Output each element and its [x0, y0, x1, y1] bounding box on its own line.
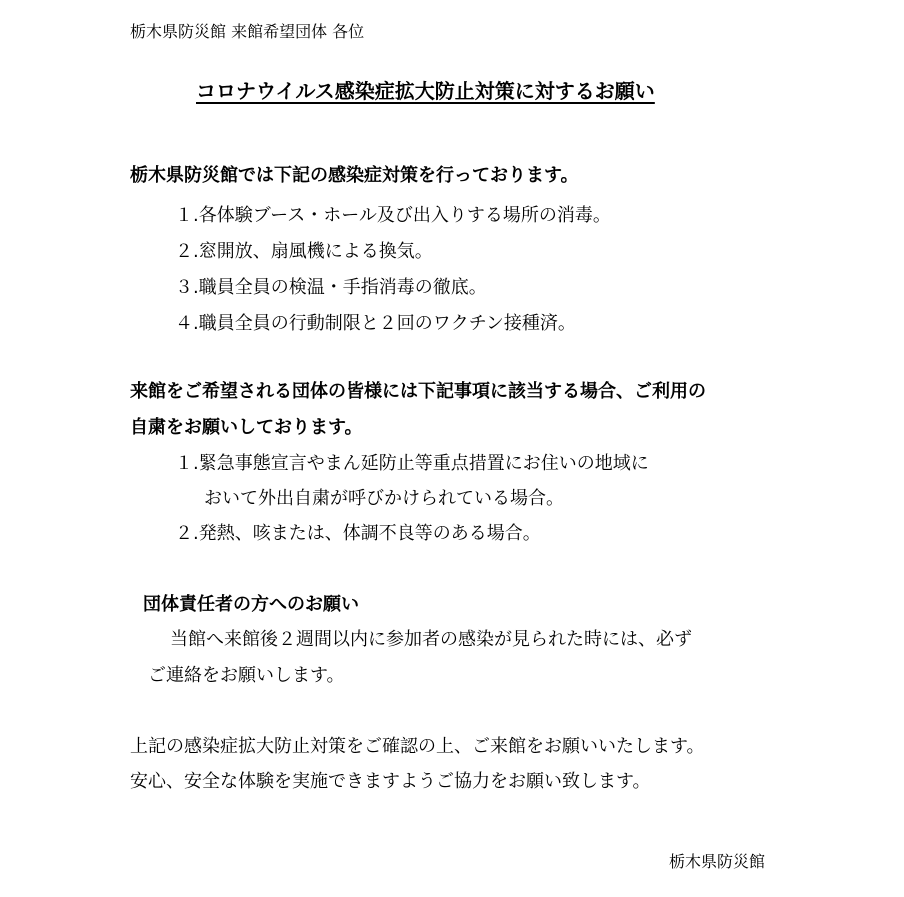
section-refrain-heading-line1: 来館をご希望される団体の皆様には下記事項に該当する場合、ご利用の: [130, 381, 706, 402]
section-measures-heading: 栃木県防災館では下記の感染症対策を行っております。: [130, 165, 579, 186]
section-refrain-heading-line2: 自粛をお願いしております。: [130, 417, 363, 438]
closing-line2: 安心、安全な体験を実施できますようご協力をお願い致します。: [130, 771, 651, 792]
measure-item-3: ３.職員全員の検温・手指消毒の徹底。: [175, 277, 487, 298]
measure-item-1: １.各体験ブース・ホール及び出入りする場所の消毒。: [175, 205, 611, 226]
signature: 栃木県防災館: [669, 852, 766, 871]
measure-item-4: ４.職員全員の行動制限と２回のワクチン接種済。: [175, 313, 576, 334]
group-leader-body-line1: 当館へ来館後２週間以内に参加者の感染が見られた時には、必ず: [170, 629, 692, 650]
group-leader-body-line2: ご連絡をお願いします。: [148, 665, 345, 686]
refrain-item-2: ２.発熱、咳または、体調不良等のある場合。: [175, 523, 541, 544]
refrain-item-1-line1: １.緊急事態宣言やまん延防止等重点措置にお住いの地域に: [175, 453, 649, 474]
measure-item-2: ２.窓開放、扇風機による換気。: [175, 241, 433, 262]
closing-line1: 上記の感染症拡大防止対策をご確認の上、ご来館をお願いいたします。: [130, 736, 705, 757]
addressee: 栃木県防災館 来館希望団体 各位: [130, 22, 365, 41]
page-title: コロナウイルス感染症拡大防止対策に対するお願い: [196, 79, 655, 103]
section-group-leader-heading: 団体責任者の方へのお願い: [143, 594, 359, 615]
refrain-item-1-line2: おいて外出自粛が呼びかけられている場合。: [204, 488, 564, 509]
